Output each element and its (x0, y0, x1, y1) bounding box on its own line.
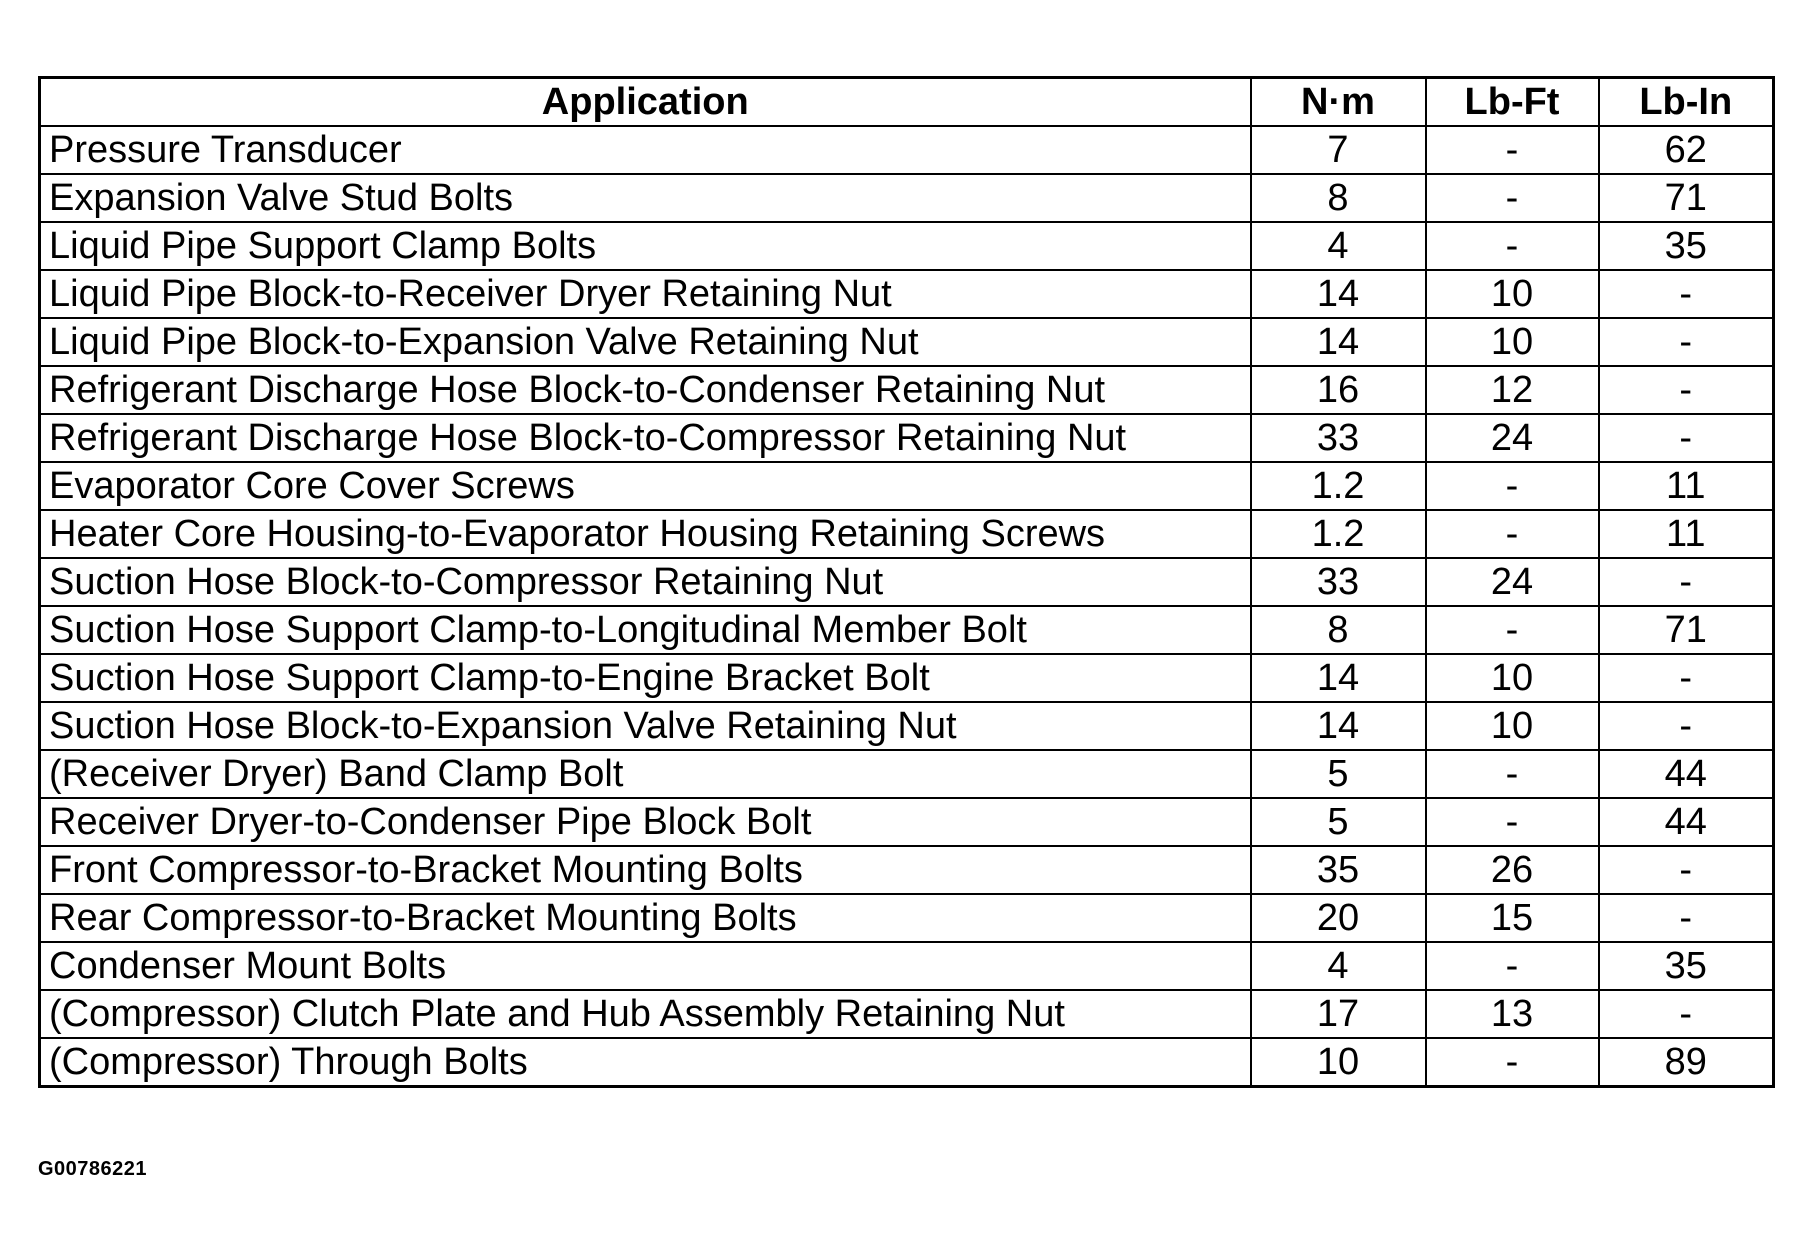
lb-ft-cell: 15 (1426, 894, 1599, 942)
nm-cell: 1.2 (1251, 462, 1426, 510)
application-cell: Liquid Pipe Support Clamp Bolts (40, 222, 1251, 270)
table-row (40, 654, 1774, 702)
application-cell: Condenser Mount Bolts (40, 942, 1251, 990)
lb-in-cell: 71 (1599, 174, 1774, 222)
lb-ft-cell: - (1426, 174, 1599, 222)
lb-in-cell: - (1599, 414, 1774, 462)
nm-cell: 17 (1251, 990, 1426, 1038)
lb-in-cell: 62 (1599, 126, 1774, 174)
table-header-row (40, 78, 1774, 127)
nm-cell: 5 (1251, 750, 1426, 798)
nm-cell: 14 (1251, 654, 1426, 702)
application-cell: Suction Hose Block-to-Expansion Valve Retaining Nut (40, 702, 1251, 750)
lb-in-cell: 11 (1599, 462, 1774, 510)
lb-in-cell: 35 (1599, 222, 1774, 270)
lb-ft-cell: - (1426, 942, 1599, 990)
application-cell: Receiver Dryer-to-Condenser Pipe Block Bolt (40, 798, 1251, 846)
application-cell: Evaporator Core Cover Screws (40, 462, 1251, 510)
lb-in-cell: - (1599, 654, 1774, 702)
lb-ft-cell: 13 (1426, 990, 1599, 1038)
lb-ft-cell: - (1426, 1038, 1599, 1087)
table-row (40, 606, 1774, 654)
table-row (40, 414, 1774, 462)
table-row (40, 462, 1774, 510)
application-cell: Suction Hose Block-to-Compressor Retaining Nut (40, 558, 1251, 606)
table-row (40, 798, 1774, 846)
torque-spec-table (38, 76, 1775, 1088)
application-cell: Liquid Pipe Block-to-Receiver Dryer Retaining Nut (40, 270, 1251, 318)
table-row (40, 846, 1774, 894)
nm-cell: 33 (1251, 558, 1426, 606)
nm-cell: 4 (1251, 222, 1426, 270)
table-row (40, 1038, 1774, 1087)
lb-ft-cell: - (1426, 222, 1599, 270)
lb-in-cell: - (1599, 558, 1774, 606)
nm-cell: 35 (1251, 846, 1426, 894)
application-cell: (Receiver Dryer) Band Clamp Bolt (40, 750, 1251, 798)
table-row (40, 990, 1774, 1038)
column-header-lb-in: Lb-In (1599, 78, 1774, 127)
lb-ft-cell: 26 (1426, 846, 1599, 894)
lb-ft-cell: - (1426, 462, 1599, 510)
nm-cell: 16 (1251, 366, 1426, 414)
nm-cell: 14 (1251, 702, 1426, 750)
lb-ft-cell: - (1426, 510, 1599, 558)
table-row (40, 174, 1774, 222)
lb-in-cell: - (1599, 990, 1774, 1038)
table-row (40, 366, 1774, 414)
nm-cell: 10 (1251, 1038, 1426, 1087)
column-header-application: Application (40, 78, 1251, 127)
lb-ft-cell: 10 (1426, 654, 1599, 702)
table-row (40, 702, 1774, 750)
column-header-nm: N·m (1251, 78, 1426, 127)
application-cell: Refrigerant Discharge Hose Block-to-Compressor Retaining Nut (40, 414, 1251, 462)
lb-in-cell: 44 (1599, 750, 1774, 798)
table-row (40, 318, 1774, 366)
application-cell: Front Compressor-to-Bracket Mounting Bolts (40, 846, 1251, 894)
nm-cell: 8 (1251, 606, 1426, 654)
application-cell: Suction Hose Support Clamp-to-Engine Bracket Bolt (40, 654, 1251, 702)
application-cell: Liquid Pipe Block-to-Expansion Valve Retaining Nut (40, 318, 1251, 366)
application-cell: (Compressor) Through Bolts (40, 1038, 1251, 1087)
nm-cell: 4 (1251, 942, 1426, 990)
lb-in-cell: 35 (1599, 942, 1774, 990)
table-row (40, 222, 1774, 270)
application-cell: Expansion Valve Stud Bolts (40, 174, 1251, 222)
lb-in-cell: 44 (1599, 798, 1774, 846)
lb-in-cell: - (1599, 846, 1774, 894)
lb-in-cell: 71 (1599, 606, 1774, 654)
nm-cell: 20 (1251, 894, 1426, 942)
table-row (40, 942, 1774, 990)
table-row (40, 894, 1774, 942)
nm-cell: 33 (1251, 414, 1426, 462)
lb-in-cell: - (1599, 894, 1774, 942)
lb-ft-cell: - (1426, 606, 1599, 654)
table-row (40, 510, 1774, 558)
lb-in-cell: - (1599, 270, 1774, 318)
table-row (40, 750, 1774, 798)
column-header-lb-ft: Lb-Ft (1426, 78, 1599, 127)
nm-cell: 8 (1251, 174, 1426, 222)
lb-ft-cell: - (1426, 798, 1599, 846)
nm-cell: 14 (1251, 270, 1426, 318)
lb-ft-cell: 10 (1426, 318, 1599, 366)
lb-ft-cell: 10 (1426, 702, 1599, 750)
nm-cell: 7 (1251, 126, 1426, 174)
lb-in-cell: 89 (1599, 1038, 1774, 1087)
lb-in-cell: 11 (1599, 510, 1774, 558)
table-row (40, 558, 1774, 606)
lb-ft-cell: 24 (1426, 414, 1599, 462)
nm-cell: 5 (1251, 798, 1426, 846)
application-cell: Suction Hose Support Clamp-to-Longitudinal Member Bolt (40, 606, 1251, 654)
lb-ft-cell: - (1426, 126, 1599, 174)
figure-id: G00786221 (38, 1158, 148, 1180)
application-cell: Rear Compressor-to-Bracket Mounting Bolts (40, 894, 1251, 942)
table-row (40, 270, 1774, 318)
nm-cell: 14 (1251, 318, 1426, 366)
lb-in-cell: - (1599, 318, 1774, 366)
lb-ft-cell: 10 (1426, 270, 1599, 318)
application-cell: Heater Core Housing-to-Evaporator Housing Retaining Screws (40, 510, 1251, 558)
application-cell: Refrigerant Discharge Hose Block-to-Condenser Retaining Nut (40, 366, 1251, 414)
table-body (40, 126, 1774, 1087)
lb-in-cell: - (1599, 366, 1774, 414)
lb-in-cell: - (1599, 702, 1774, 750)
table-row (40, 126, 1774, 174)
lb-ft-cell: - (1426, 750, 1599, 798)
application-cell: (Compressor) Clutch Plate and Hub Assembly Retaining Nut (40, 990, 1251, 1038)
lb-ft-cell: 24 (1426, 558, 1599, 606)
lb-ft-cell: 12 (1426, 366, 1599, 414)
application-cell: Pressure Transducer (40, 126, 1251, 174)
nm-cell: 1.2 (1251, 510, 1426, 558)
